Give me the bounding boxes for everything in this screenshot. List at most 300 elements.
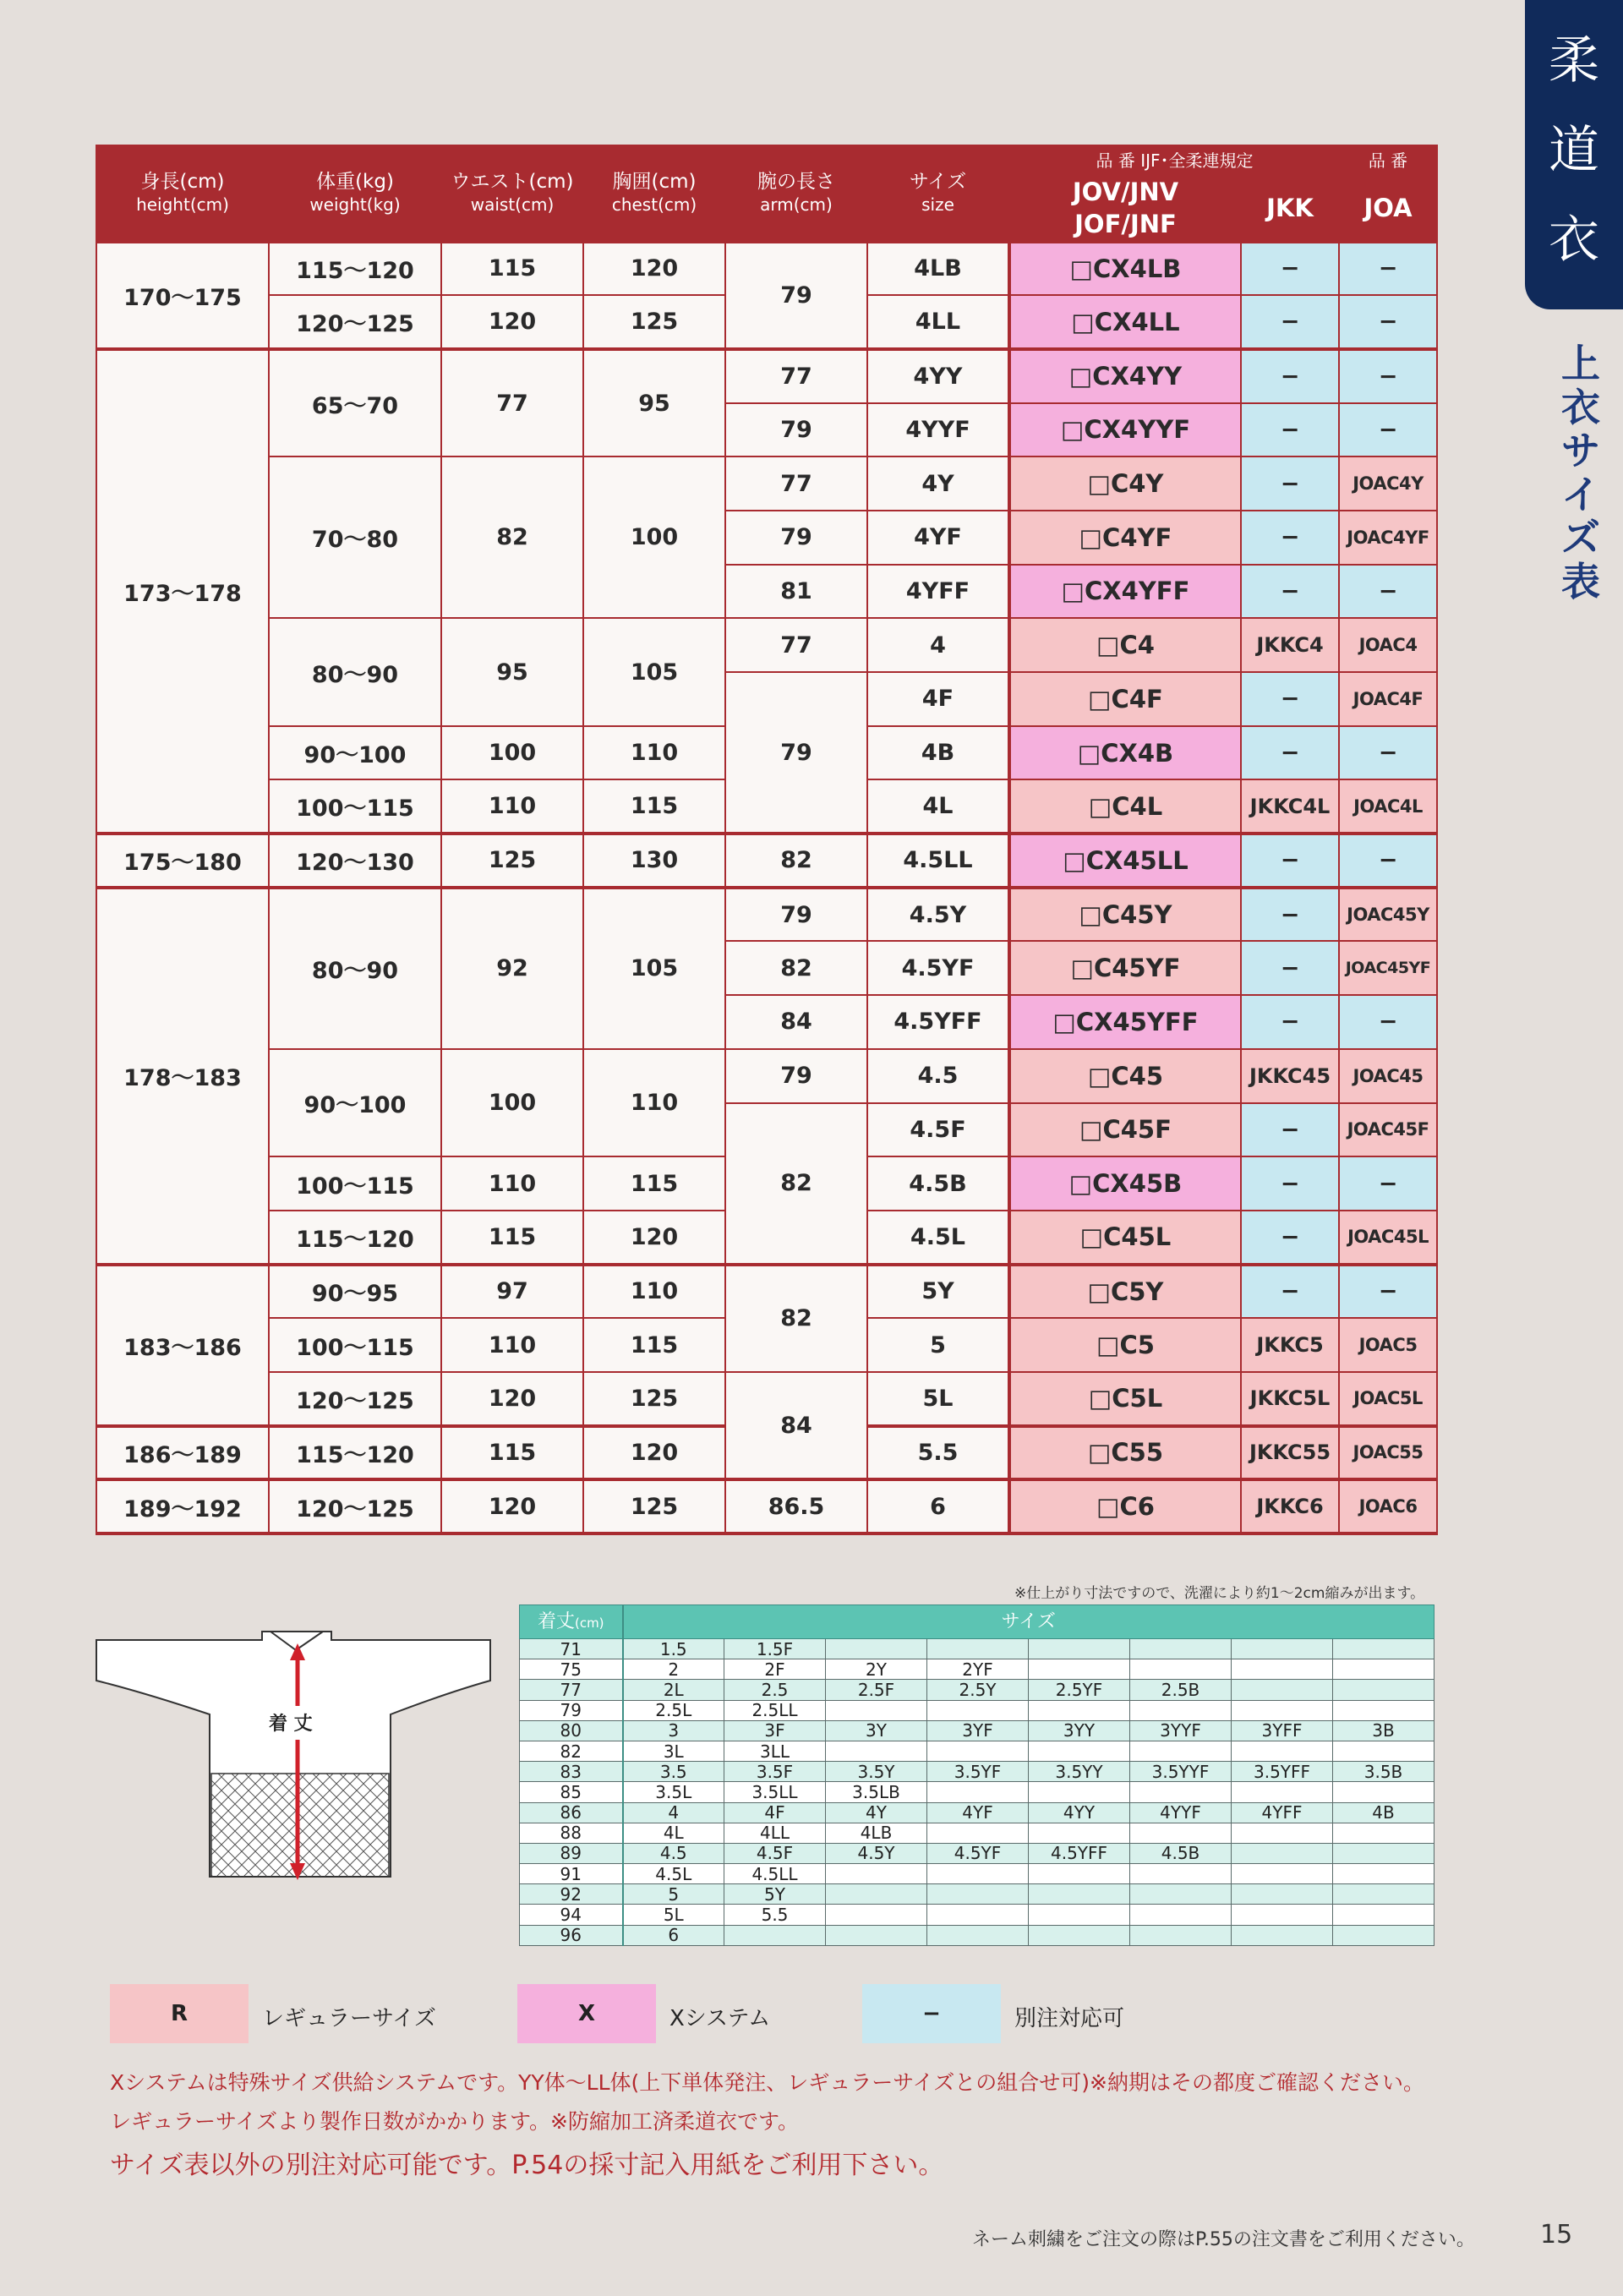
length-header: 着丈(cm) (520, 1605, 623, 1639)
length-size-cell (1130, 1659, 1232, 1680)
joa-cell: JOAC4YF (1339, 511, 1437, 565)
chest-cell: 125 (583, 1479, 725, 1533)
length-size-cell (927, 1905, 1029, 1925)
jkk-cell: JKKC4 (1241, 618, 1339, 672)
length-size-cell: 3.5L (623, 1782, 724, 1802)
length-size-cell (927, 1782, 1029, 1802)
length-row (520, 1782, 1434, 1802)
joa-cell: − (1339, 995, 1437, 1049)
waist-cell: 125 (441, 834, 583, 888)
jkk-cell: − (1241, 888, 1339, 942)
length-cell: 83 (520, 1762, 623, 1782)
length-size-cell: 3.5 (623, 1762, 724, 1782)
waist-cell: 120 (441, 295, 583, 349)
code-cell: □C4 (1009, 618, 1241, 672)
length-size-cell (1029, 1741, 1130, 1761)
length-size-cell (1232, 1680, 1333, 1700)
chest-cell: 110 (583, 1049, 725, 1156)
jkk-cell: − (1241, 726, 1339, 780)
arm-cell: 79 (725, 888, 867, 942)
length-size-cell: 2.5LL (724, 1700, 826, 1720)
size-cell: 4LB (867, 242, 1009, 296)
length-size-cell: 4Y (826, 1802, 927, 1823)
length-row (520, 1823, 1434, 1843)
joa-cell: − (1339, 1156, 1437, 1211)
length-size-cell: 3YYF (1130, 1720, 1232, 1741)
waist-cell: 120 (441, 1372, 583, 1426)
length-size-cell: 3.5YFF (1232, 1762, 1333, 1782)
size-cell: 4.5 (867, 1049, 1009, 1103)
length-size-cell: 4.5YFF (1029, 1843, 1130, 1863)
length-size-cell (826, 1700, 927, 1720)
joa-cell: JOAC45Y (1339, 888, 1437, 942)
length-size-cell: 4YY (1029, 1802, 1130, 1823)
length-size-cell: 3.5LB (826, 1782, 927, 1802)
code-cell: □CX45YFF (1009, 995, 1241, 1049)
code-cell: □C45Y (1009, 888, 1241, 942)
length-row (520, 1639, 1434, 1659)
length-size-cell (1029, 1700, 1130, 1720)
note-line-3: サイズ表以外の別注対応可能です。P.54の採寸記入用紙をご利用下さい。 (110, 2151, 944, 2180)
size-cell: 4.5F (867, 1103, 1009, 1157)
waist-cell: 110 (441, 1318, 583, 1372)
code-cell: □C4Y (1009, 456, 1241, 511)
jkk-cell: − (1241, 565, 1339, 619)
size-header: サイズ (623, 1605, 1434, 1639)
jkk-cell: − (1241, 456, 1339, 511)
jkk-cell: − (1241, 1156, 1339, 1211)
waist-cell: 120 (441, 1479, 583, 1533)
weight-cell: 90〜95 (269, 1265, 441, 1319)
code-cell: □C4F (1009, 672, 1241, 726)
length-size-cell (826, 1884, 927, 1905)
length-size-cell (927, 1700, 1029, 1720)
length-row (520, 1802, 1434, 1823)
length-size-cell: 4B (1333, 1802, 1434, 1823)
code-cell: □CX4LL (1009, 295, 1241, 349)
length-size-cell: 4 (623, 1802, 724, 1823)
length-size-cell: 2L (623, 1680, 724, 1700)
length-size-cell (826, 1741, 927, 1761)
note-line-1: Xシステムは特殊サイズ供給システムです。YY体〜LL体(上下単体発注、レギュラーサイズとの組合せ可)※納期はその都度ご確認ください。 (110, 2070, 1424, 2095)
code-cell: □CX4LB (1009, 242, 1241, 296)
code-cell: □CX45LL (1009, 834, 1241, 888)
length-size-cell: 4.5 (623, 1843, 724, 1863)
waist-cell: 110 (441, 1156, 583, 1211)
length-size-cell: 2YF (927, 1659, 1029, 1680)
length-size-cell: 3.5Y (826, 1762, 927, 1782)
waist-cell: 82 (441, 456, 583, 618)
chest-cell: 115 (583, 1318, 725, 1372)
length-size-cell: 5Y (724, 1884, 826, 1905)
jkk-cell: JKKC5 (1241, 1318, 1339, 1372)
jkk-cell: − (1241, 349, 1339, 403)
jacket-length-diagram (93, 1621, 499, 1883)
legend-regular-label: レギュラーサイズ (262, 2006, 436, 2031)
length-size-cell (1130, 1741, 1232, 1761)
weight-cell: 115〜120 (269, 1426, 441, 1480)
chest-cell: 100 (583, 456, 725, 618)
length-size-cell (826, 1639, 927, 1659)
arm-cell: 79 (725, 242, 867, 349)
waist-cell: 97 (441, 1265, 583, 1319)
length-size-cell (1130, 1905, 1232, 1925)
chest-cell: 125 (583, 295, 725, 349)
weight-cell: 100〜115 (269, 779, 441, 834)
size-cell: 4YFF (867, 565, 1009, 619)
size-cell: 4YYF (867, 403, 1009, 457)
side-title-char: サ (1561, 428, 1600, 474)
length-size-cell: 3.5YY (1029, 1762, 1130, 1782)
size-cell: 4.5YFF (867, 995, 1009, 1049)
length-size-cell (1232, 1782, 1333, 1802)
length-cell: 92 (520, 1884, 623, 1905)
length-size-table (519, 1604, 1434, 1946)
length-cell: 80 (520, 1720, 623, 1741)
length-size-cell (1232, 1925, 1333, 1945)
weight-cell: 65〜70 (269, 349, 441, 456)
waist-cell: 92 (441, 888, 583, 1049)
length-size-cell (724, 1925, 826, 1945)
side-title-char: 表 (1561, 558, 1600, 604)
waist-cell: 100 (441, 726, 583, 780)
joa-cell: − (1339, 834, 1437, 888)
header-jov: JOV/JNV (1009, 176, 1241, 208)
weight-cell: 80〜90 (269, 888, 441, 1049)
jkk-cell: − (1241, 995, 1339, 1049)
length-cell: 91 (520, 1864, 623, 1884)
size-cell: 4YF (867, 511, 1009, 565)
length-size-cell: 2 (623, 1659, 724, 1680)
size-cell: 4.5L (867, 1211, 1009, 1265)
length-size-cell (1333, 1639, 1434, 1659)
waist-cell: 95 (441, 618, 583, 725)
length-cell: 75 (520, 1659, 623, 1680)
length-size-cell (1232, 1741, 1333, 1761)
length-cell: 85 (520, 1782, 623, 1802)
length-size-cell (1029, 1905, 1130, 1925)
arm-cell: 82 (725, 1265, 867, 1372)
height-cell: 178〜183 (96, 888, 269, 1265)
length-size-cell (1029, 1823, 1130, 1843)
length-size-cell: 2.5F (826, 1680, 927, 1700)
length-size-cell: 5.5 (724, 1905, 826, 1925)
length-size-cell (1130, 1884, 1232, 1905)
weight-cell: 90〜100 (269, 1049, 441, 1156)
length-size-cell: 6 (623, 1925, 724, 1945)
size-cell: 4.5LL (867, 834, 1009, 888)
jkk-cell: − (1241, 834, 1339, 888)
length-size-cell (1029, 1925, 1130, 1945)
side-tab-judogi (1525, 0, 1623, 309)
weight-cell: 100〜115 (269, 1156, 441, 1211)
joa-cell: JOAC6 (1339, 1479, 1437, 1533)
height-cell: 170〜175 (96, 242, 269, 349)
waist-cell: 100 (441, 1049, 583, 1156)
length-size-cell: 2.5YF (1029, 1680, 1130, 1700)
length-size-cell: 4.5Y (826, 1843, 927, 1863)
jkk-cell: − (1241, 1265, 1339, 1319)
code-cell: □C45YF (1009, 941, 1241, 995)
code-cell: □C45F (1009, 1103, 1241, 1157)
arm-cell: 81 (725, 565, 867, 619)
length-row (520, 1864, 1434, 1884)
length-size-cell: 4YYF (1130, 1802, 1232, 1823)
length-size-cell: 3YFF (1232, 1720, 1333, 1741)
waist-cell: 77 (441, 349, 583, 456)
length-size-cell (1333, 1700, 1434, 1720)
length-size-cell: 3 (623, 1720, 724, 1741)
length-row (520, 1925, 1434, 1945)
size-cell: 4B (867, 726, 1009, 780)
joa-cell: JOAC55 (1339, 1426, 1437, 1480)
chest-cell: 105 (583, 618, 725, 725)
header-height: 身長(cm) height(cm) (96, 145, 269, 242)
joa-cell: JOAC5 (1339, 1318, 1437, 1372)
arm-cell: 82 (725, 834, 867, 888)
legend-dash-label: 別注対応可 (1014, 2006, 1125, 2031)
code-cell: □C45 (1009, 1049, 1241, 1103)
length-size-cell (1333, 1823, 1434, 1843)
code-cell: □C6 (1009, 1479, 1241, 1533)
height-cell: 189〜192 (96, 1479, 269, 1533)
side-tab-char: 柔 (1549, 31, 1599, 90)
jkk-cell: − (1241, 511, 1339, 565)
size-cell: 5.5 (867, 1426, 1009, 1480)
joa-cell: − (1339, 242, 1437, 296)
length-size-cell (826, 1905, 927, 1925)
jkk-cell: − (1241, 1103, 1339, 1157)
header-jkk: JKK (1241, 176, 1339, 242)
length-size-cell (1333, 1843, 1434, 1863)
size-cell: 4 (867, 618, 1009, 672)
side-title-char: イ (1561, 471, 1600, 517)
length-size-cell (1232, 1843, 1333, 1863)
weight-cell: 120〜125 (269, 1372, 441, 1426)
legend-x-label: Xシステム (669, 2006, 771, 2031)
size-cell: 4YY (867, 349, 1009, 403)
header-product-ijf: 品 番 IJF･全柔連規定 (1009, 145, 1339, 176)
length-size-cell (927, 1884, 1029, 1905)
length-row (520, 1884, 1434, 1905)
length-size-cell (1232, 1905, 1333, 1925)
length-size-cell (1130, 1700, 1232, 1720)
length-size-cell: 3YY (1029, 1720, 1130, 1741)
size-cell: 4.5YF (867, 941, 1009, 995)
weight-cell: 70〜80 (269, 456, 441, 618)
length-size-cell: 4.5F (724, 1843, 826, 1863)
length-size-cell: 4LB (826, 1823, 927, 1843)
side-title-char: 衣 (1561, 384, 1600, 430)
joa-cell: JOAC45 (1339, 1049, 1437, 1103)
joa-cell: JOAC5L (1339, 1372, 1437, 1426)
arm-cell: 77 (725, 456, 867, 511)
length-size-cell (1130, 1864, 1232, 1884)
length-size-cell: 1.5 (623, 1639, 724, 1659)
jkk-cell: JKKC6 (1241, 1479, 1339, 1533)
weight-cell: 80〜90 (269, 618, 441, 725)
length-cell: 96 (520, 1925, 623, 1945)
length-size-cell: 4.5B (1130, 1843, 1232, 1863)
shrink-note: ※仕上がり寸法ですので、洗濯により約1〜2cm縮みが出ます。 (1014, 1585, 1425, 1602)
side-tab-char: 衣 (1549, 210, 1599, 270)
legend-regular-swatch: R (110, 1984, 249, 2043)
legend-dash-swatch: − (862, 1984, 1001, 2043)
height-cell: 173〜178 (96, 349, 269, 834)
weight-cell: 90〜100 (269, 726, 441, 780)
length-size-cell (1029, 1884, 1130, 1905)
code-cell: □C5L (1009, 1372, 1241, 1426)
weight-cell: 120〜125 (269, 1479, 441, 1533)
header-size: サイズ size (867, 145, 1009, 242)
length-size-cell: 3.5F (724, 1762, 826, 1782)
size-cell: 5 (867, 1318, 1009, 1372)
jkk-cell: JKKC5L (1241, 1372, 1339, 1426)
waist-cell: 110 (441, 779, 583, 834)
length-size-cell (1029, 1782, 1130, 1802)
arm-cell: 77 (725, 349, 867, 403)
size-cell: 4Y (867, 456, 1009, 511)
code-cell: □CX4YY (1009, 349, 1241, 403)
length-row (520, 1905, 1434, 1925)
joa-cell: JOAC45F (1339, 1103, 1437, 1157)
arm-cell: 79 (725, 511, 867, 565)
length-row (520, 1659, 1434, 1680)
length-size-cell (927, 1864, 1029, 1884)
code-cell: □CX4B (1009, 726, 1241, 780)
length-size-cell (1333, 1659, 1434, 1680)
length-size-cell: 3YF (927, 1720, 1029, 1741)
header-jof: JOF/JNF (1009, 208, 1241, 241)
length-size-cell: 4YFF (1232, 1802, 1333, 1823)
size-cell: 4LL (867, 295, 1009, 349)
length-size-cell: 1.5F (724, 1639, 826, 1659)
length-size-cell (826, 1925, 927, 1945)
jkk-cell: − (1241, 672, 1339, 726)
length-size-cell (1333, 1680, 1434, 1700)
chest-cell: 110 (583, 1265, 725, 1319)
length-size-cell (1333, 1905, 1434, 1925)
chest-cell: 120 (583, 1426, 725, 1480)
code-cell: □C5 (1009, 1318, 1241, 1372)
header-chest: 胸囲(cm) chest(cm) (583, 145, 725, 242)
side-tab-char: 道 (1549, 121, 1599, 180)
legend-x-swatch: X (517, 1984, 656, 2043)
joa-cell: JOAC45YF (1339, 941, 1437, 995)
weight-cell: 100〜115 (269, 1318, 441, 1372)
length-size-cell: 3B (1333, 1720, 1434, 1741)
page-number: 15 (1540, 2220, 1573, 2250)
header-arm: 腕の長さ arm(cm) (725, 145, 867, 242)
length-size-cell (1029, 1864, 1130, 1884)
length-size-cell: 3.5YF (927, 1762, 1029, 1782)
code-cell: □C45L (1009, 1211, 1241, 1265)
jkk-cell: − (1241, 941, 1339, 995)
note-line-2: レギュラーサイズより製作日数がかかります。※防縮加工済柔道衣です。 (110, 2109, 799, 2134)
length-size-cell: 3Y (826, 1720, 927, 1741)
length-size-cell: 2F (724, 1659, 826, 1680)
length-size-cell (1333, 1925, 1434, 1945)
arm-cell: 84 (725, 995, 867, 1049)
size-cell: 4.5B (867, 1156, 1009, 1211)
length-size-cell (1232, 1659, 1333, 1680)
weight-cell: 115〜120 (269, 242, 441, 296)
length-size-cell: 4YF (927, 1802, 1029, 1823)
length-size-cell: 4F (724, 1802, 826, 1823)
weight-cell: 120〜125 (269, 295, 441, 349)
length-size-cell: 2.5Y (927, 1680, 1029, 1700)
header-product: 品 番 (1339, 145, 1437, 176)
chest-cell: 110 (583, 726, 725, 780)
size-cell: 4.5Y (867, 888, 1009, 942)
jkk-cell: − (1241, 295, 1339, 349)
length-size-cell: 3F (724, 1720, 826, 1741)
jacket-size-table (96, 145, 1438, 1535)
joa-cell: JOAC4 (1339, 618, 1437, 672)
length-size-cell (927, 1925, 1029, 1945)
size-cell: 6 (867, 1479, 1009, 1533)
joa-cell: − (1339, 565, 1437, 619)
length-cell: 88 (520, 1823, 623, 1843)
chest-cell: 115 (583, 779, 725, 834)
jkk-cell: JKKC55 (1241, 1426, 1339, 1480)
length-size-cell: 2.5 (724, 1680, 826, 1700)
height-cell: 186〜189 (96, 1426, 269, 1480)
length-size-cell (1232, 1864, 1333, 1884)
header-weight: 体重(kg) weight(kg) (269, 145, 441, 242)
length-cell: 82 (520, 1741, 623, 1761)
length-cell: 89 (520, 1843, 623, 1863)
footer-note: ネーム刺繍をご注文の際はP.55の注文書をご利用ください。 (972, 2229, 1475, 2250)
length-size-cell (826, 1864, 927, 1884)
arm-cell: 84 (725, 1372, 867, 1479)
jkk-cell: JKKC4L (1241, 779, 1339, 834)
length-row (520, 1720, 1434, 1741)
length-cell: 79 (520, 1700, 623, 1720)
code-cell: □C4YF (1009, 511, 1241, 565)
weight-cell: 120〜130 (269, 834, 441, 888)
waist-cell: 115 (441, 1211, 583, 1265)
length-size-cell: 4.5LL (724, 1864, 826, 1884)
length-cell: 86 (520, 1802, 623, 1823)
length-row (520, 1741, 1434, 1761)
arm-cell: 79 (725, 672, 867, 834)
waist-cell: 115 (441, 242, 583, 296)
arm-cell: 79 (725, 1049, 867, 1103)
length-size-cell: 5 (623, 1884, 724, 1905)
joa-cell: JOAC4Y (1339, 456, 1437, 511)
code-cell: □C5Y (1009, 1265, 1241, 1319)
jacket-length-label: 着 丈 (269, 1714, 313, 1735)
length-row (520, 1762, 1434, 1782)
chest-cell: 125 (583, 1372, 725, 1426)
weight-cell: 115〜120 (269, 1211, 441, 1265)
joa-cell: − (1339, 349, 1437, 403)
size-cell: 5L (867, 1372, 1009, 1426)
jkk-cell: − (1241, 403, 1339, 457)
jkk-cell: − (1241, 1211, 1339, 1265)
height-cell: 175〜180 (96, 834, 269, 888)
waist-cell: 115 (441, 1426, 583, 1480)
length-cell: 77 (520, 1680, 623, 1700)
joa-cell: JOAC45L (1339, 1211, 1437, 1265)
height-cell: 183〜186 (96, 1265, 269, 1426)
length-size-cell (1333, 1741, 1434, 1761)
arm-cell: 77 (725, 618, 867, 672)
size-cell: 4F (867, 672, 1009, 726)
length-size-cell: 4LL (724, 1823, 826, 1843)
side-title-char: 上 (1561, 341, 1600, 386)
